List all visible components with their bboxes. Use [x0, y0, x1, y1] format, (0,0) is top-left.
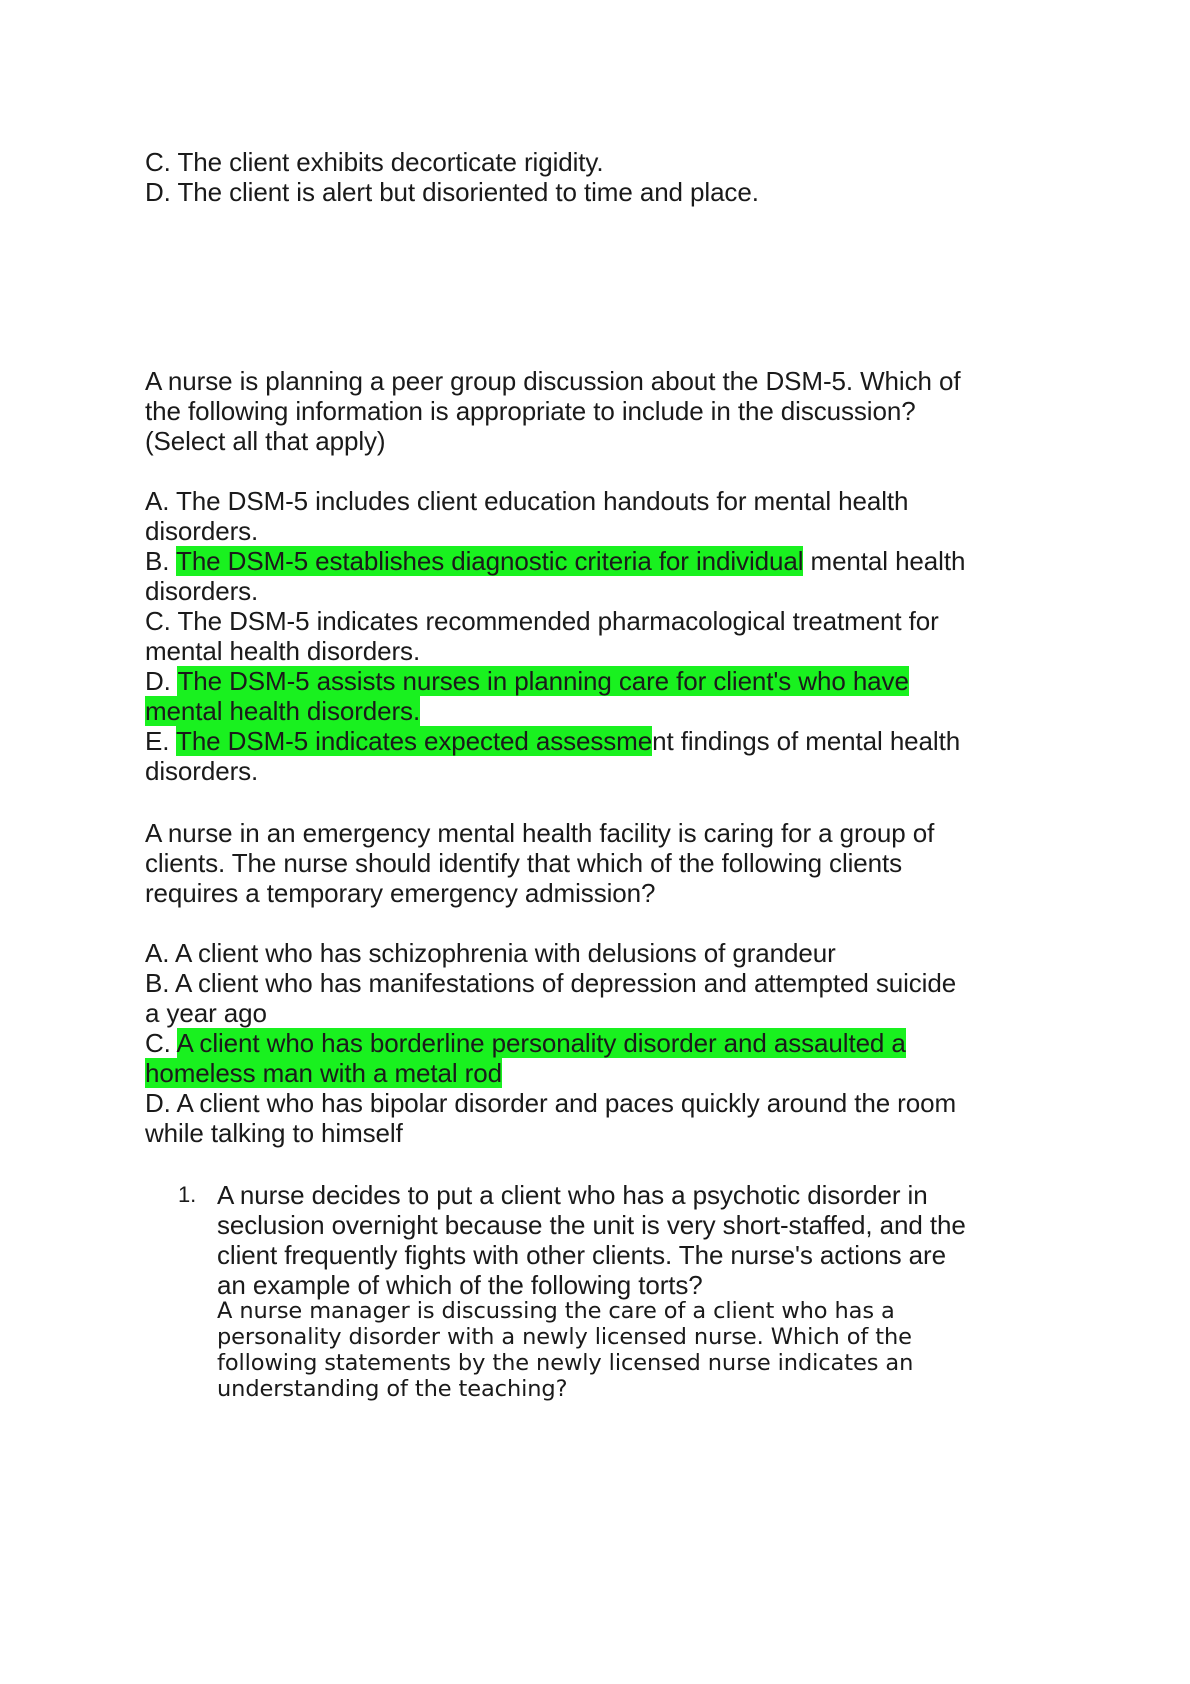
q4-stem-line-1: A nurse manager is discussing the care of a client who has a	[217, 1298, 895, 1324]
q3-stem-line-2: seclusion overnight because the unit is very short-staffed, and the	[217, 1210, 966, 1240]
q3-stem-line-4: an example of which of the following torts?	[217, 1270, 703, 1300]
q2-option-c-prefix: C.	[145, 1028, 177, 1058]
q1-option-b-highlight: The DSM-5 establishes diagnostic criteria for individual	[176, 546, 804, 576]
q1-option-e-line-2: disorders.	[145, 756, 259, 786]
q2-stem-line-2: clients. The nurse should identify that which of the following clients	[145, 848, 903, 878]
q2-stem-line-3: requires a temporary emergency admission?	[145, 878, 656, 908]
q1-stem-line-3: (Select all that apply)	[145, 426, 386, 456]
q1-option-d-highlight-2: mental health disorders.	[145, 696, 421, 726]
q2-option-c-line-2	[145, 1057, 502, 1089]
q2-option-c-line-1	[145, 1027, 906, 1059]
q2-stem-line-1: A nurse in an emergency mental health facility is caring for a group of	[145, 818, 935, 848]
q1-option-e-line-1	[145, 725, 960, 757]
q1-option-e-highlight: The DSM-5 indicates expected assessme	[176, 726, 653, 756]
q1-stem-line-2: the following information is appropriate to include in the discussion?	[145, 396, 916, 426]
q0-option-c: C. The client exhibits decorticate rigidity.	[145, 147, 604, 177]
q4-stem-line-3: following statements by the newly licensed nurse indicates an	[217, 1350, 914, 1376]
q0-option-d: D. The client is alert but disoriented to time and place.	[145, 177, 759, 207]
q2-option-d-line-2: while talking to himself	[145, 1118, 403, 1148]
q4-stem-line-4: understanding of the teaching?	[217, 1376, 568, 1402]
q1-option-c-line-1: C. The DSM-5 indicates recommended pharmacological treatment for	[145, 606, 939, 636]
q1-option-d-highlight-1: The DSM-5 assists nurses in planning care for client's who have	[177, 666, 909, 696]
q4-stem-line-2: personality disorder with a newly licensed nurse. Which of the	[217, 1324, 912, 1350]
q1-option-b-rest: mental health	[803, 546, 966, 576]
q2-option-d-line-1: D. A client who has bipolar disorder and paces quickly around the room	[145, 1088, 957, 1118]
q2-option-a: A. A client who has schizophrenia with delusions of grandeur	[145, 938, 836, 968]
q1-option-d-line-2	[145, 695, 420, 727]
q3-stem-line-3: client frequently fights with other clients. The nurse's actions are	[217, 1240, 946, 1270]
q1-option-b-line-1	[145, 545, 965, 577]
q3-stem-line-1: A nurse decides to put a client who has a psychotic disorder in	[217, 1180, 928, 1210]
q1-stem-line-1: A nurse is planning a peer group discussion about the DSM-5. Which of	[145, 366, 961, 396]
q1-option-d-prefix: D.	[145, 666, 178, 696]
q1-option-d-line-1	[145, 665, 909, 697]
q2-option-c-highlight-1: A client who has borderline personality disorder and assaulted a	[176, 1028, 906, 1058]
q1-option-a-line-2: disorders.	[145, 516, 259, 546]
q1-option-b-line-2: disorders.	[145, 576, 259, 606]
q1-option-e-prefix: E.	[145, 726, 177, 756]
q2-option-c-highlight-2: homeless man with a metal rod	[145, 1058, 502, 1088]
q2-option-b-line-1: B. A client who has manifestations of depression and attempted suicide	[145, 968, 957, 998]
q1-option-b-prefix: B.	[145, 546, 177, 576]
q1-option-e-rest: nt findings of mental health	[652, 726, 961, 756]
q2-option-b-line-2: a year ago	[145, 998, 267, 1028]
q3-number: 1.	[178, 1182, 197, 1207]
q1-option-a-line-1: A. The DSM-5 includes client education handouts for mental health	[145, 486, 909, 516]
q1-option-c-line-2: mental health disorders.	[145, 636, 421, 666]
